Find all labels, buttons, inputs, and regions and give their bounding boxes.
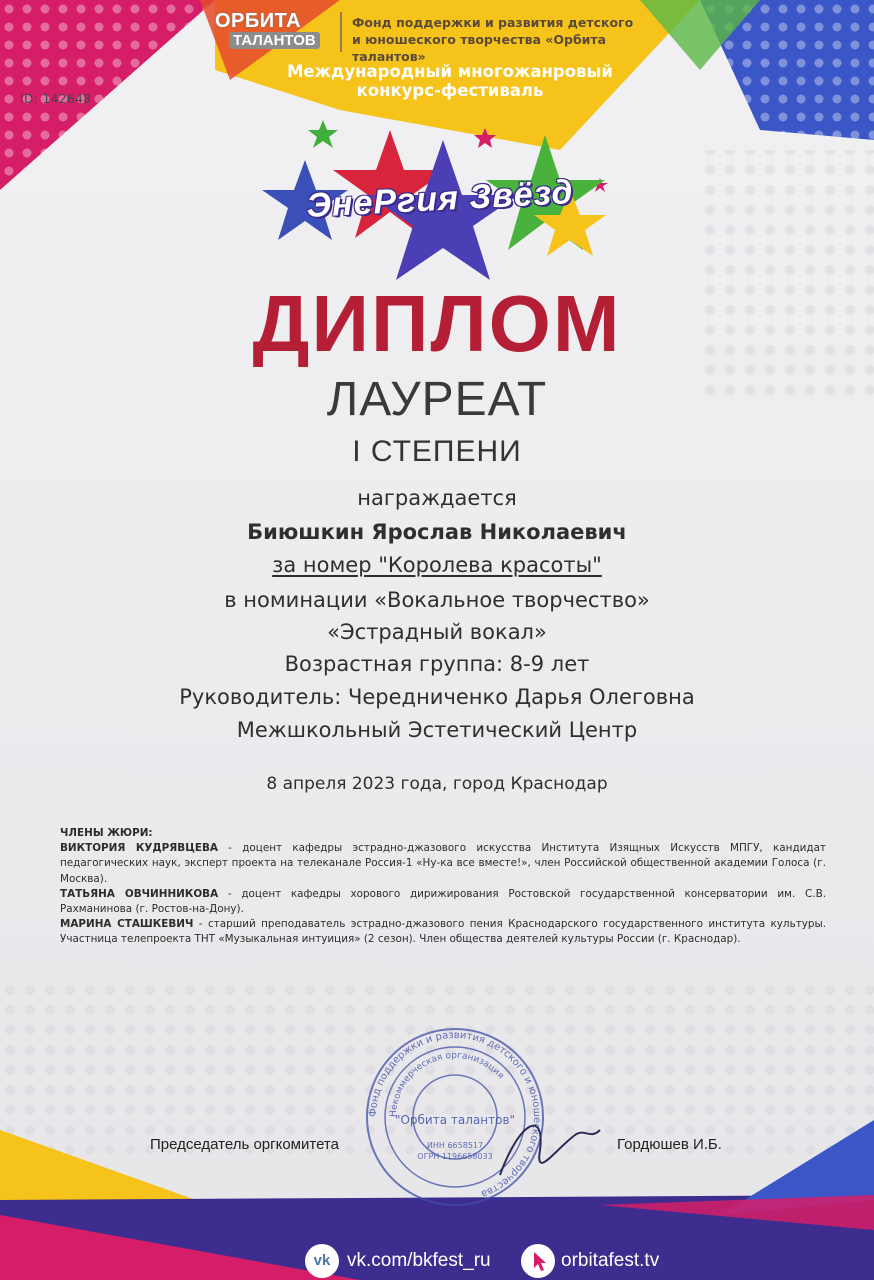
svg-text:Некоммерческая организация <box>389 1051 506 1117</box>
diploma-degree: I СТЕПЕНИ <box>352 435 522 468</box>
category: «Эстрадный вокал» <box>327 620 547 644</box>
age-group: Возрастная группа: 8-9 лет <box>284 652 590 676</box>
stamp-inner-text: Некоммерческая организация <box>388 1050 506 1118</box>
orbita-logo-line1: ОРБИТА <box>215 10 302 32</box>
performance-title: за номер "Королева красоты" <box>272 553 602 577</box>
jury-member-description: - старший преподаватель эстрадно-джазового пения Краснодарского государственного института культуры. Участница телепроекта ТНТ «Музыкальная интуиция» (2 сезон). Член общества деятелей культуры России (г. Краснодар). <box>60 918 826 946</box>
nomination: в номинации «Вокальное творчество» <box>224 588 650 612</box>
document-id: ID: 142648 <box>20 92 92 106</box>
festival-logo-text: ЭнеРгия Звёзд <box>305 173 575 225</box>
vk-icon[interactable]: vk <box>305 1244 339 1278</box>
festival-title-line2: конкурс-фестиваль <box>356 81 544 100</box>
recipient-name: Биюшкин Ярослав Николаевич <box>247 520 627 544</box>
jury-heading: ЧЛЕНЫ ЖЮРИ: <box>60 827 153 839</box>
date-place: 8 апреля 2023 года, город Краснодар <box>266 774 608 794</box>
jury-member-description: - доцент кафедры хорового дирижирования Ростовской государственной консерватории им. С.В. Рахманинова (г. Ростов-на-Дону). <box>60 887 827 916</box>
stamp-ogrn: ОГРН 1196658033 <box>417 1152 493 1161</box>
vk-link[interactable]: vk.com/bkfest_ru <box>347 1250 491 1271</box>
organization-name-line1: Фонд поддержки и развития детского <box>352 15 634 30</box>
jury-member-description: - доцент кафедры эстрадно-джазового искусства Института Изящных Искусств МПГУ, кандидат педагогических наук, эксперт проекта на телеканале Россия-1 «Ну-ка все вместе!», член Российской общественной академии Голоса (г. Москва). <box>60 842 826 885</box>
stamp-center-text: "Орбита талантов" <box>394 1113 516 1127</box>
pointer-icon-glyph <box>521 1244 555 1278</box>
orbita-logo-line2: ТАЛАНТОВ <box>229 32 320 49</box>
festival-title-line1: Международный многожанровый <box>287 62 613 81</box>
awarded-text: награждается <box>357 486 517 510</box>
organization-name-line2: и юношеского творчества «Орбита талантов» <box>352 32 607 64</box>
pointer-icon[interactable] <box>521 1244 555 1278</box>
stamp-outer-text: Фонд поддержки и развития детского и юношеского творчества <box>367 1029 543 1200</box>
diploma-rank: ЛАУРЕАТ <box>326 373 548 426</box>
diploma-title: ДИПЛОМ <box>252 279 622 368</box>
signature-role: Председатель оргкомитета <box>150 1136 339 1153</box>
jury-member-name: МАРИНА СТАШКЕВИЧ <box>60 918 194 931</box>
signature-name: Гордюшев И.Б. <box>617 1136 722 1153</box>
jury-member-name: ВИКТОРИЯ КУДРЯВЦЕВА <box>60 842 218 855</box>
institution: Межшкольный Эстетический Центр <box>236 718 638 742</box>
website-link[interactable]: orbitafest.tv <box>561 1250 660 1271</box>
teacher: Руководитель: Чередниченко Дарья Олеговна <box>179 685 695 709</box>
jury-member-name: ТАТЬЯНА ОВЧИННИКОВА <box>60 887 219 900</box>
stamp-inn: ИНН 6658517 <box>426 1141 484 1150</box>
